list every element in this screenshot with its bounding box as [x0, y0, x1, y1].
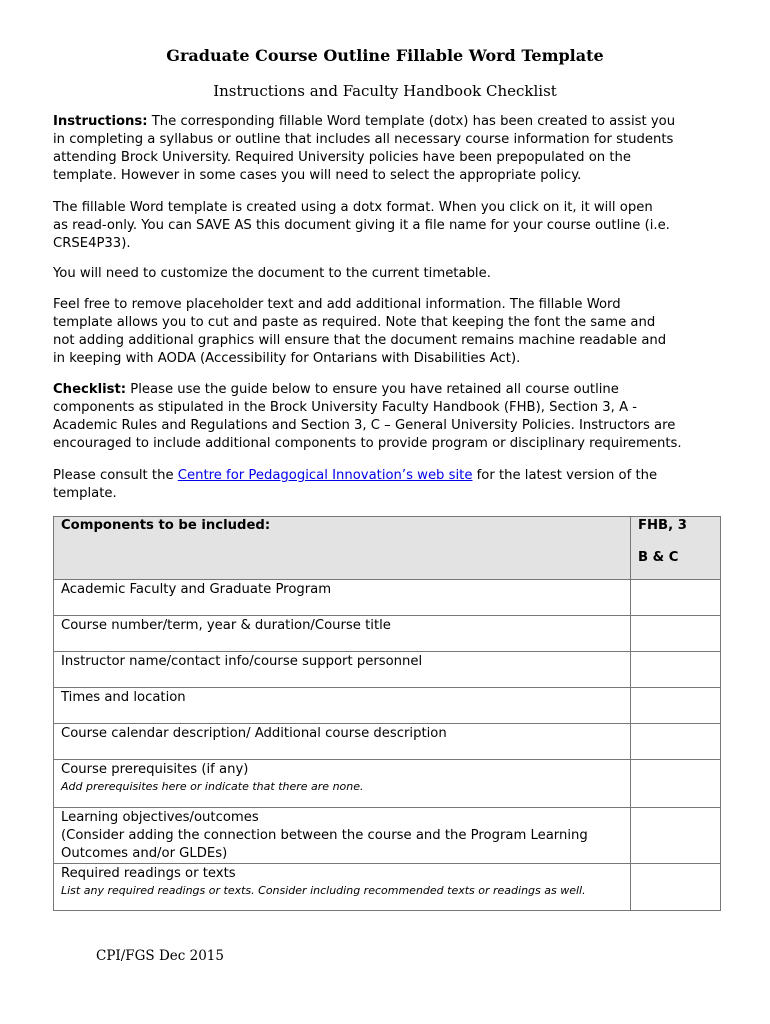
check-cell[interactable] — [631, 724, 721, 760]
text-fragment: Please consult the — [53, 468, 178, 483]
text-line: The corresponding fillable Word template (dotx) has been created to assist you — [147, 114, 676, 129]
component-label: Course prerequisites (if any) — [61, 762, 249, 777]
table-row — [54, 688, 721, 724]
document-subtitle: Instructions and Faculty Handbook Checklist — [213, 82, 557, 100]
text-line: template allows you to cut and paste as required. Note that keeping the font the same and — [53, 315, 656, 330]
customize-paragraph: You will need to customize the document to the current timetable. — [53, 266, 491, 281]
dotx-paragraph — [53, 199, 743, 253]
text-line: template. However in some cases you will need to select the appropriate policy. — [53, 168, 582, 183]
text-line: in keeping with AODA (Accessibility for Ontarians with Disabilities Act). — [53, 351, 521, 366]
instructions-paragraph — [53, 113, 743, 185]
table-row — [54, 616, 721, 652]
checklist-label: Checklist: — [53, 382, 127, 397]
component-cell: Instructor name/contact info/course support personnel — [54, 652, 631, 688]
component-note: List any required readings or texts. Consider including recommended texts or readings as well. — [61, 884, 586, 897]
table-row — [54, 808, 721, 864]
component-label: Learning objectives/outcomes — [61, 810, 259, 825]
check-cell[interactable] — [631, 864, 721, 911]
component-cell: Course calendar description/ Additional course description — [54, 724, 631, 760]
header-fhb-line: FHB, 3 — [638, 518, 687, 533]
check-cell[interactable] — [631, 616, 721, 652]
text-line: Feel free to remove placeholder text and add additional information. The fillable Word — [53, 297, 621, 312]
component-cell — [54, 760, 631, 808]
text-line: The fillable Word template is created using a dotx format. When you click on it, it will open — [53, 200, 653, 215]
component-note: Add prerequisites here or indicate that there are none. — [61, 780, 364, 793]
component-cell: Academic Faculty and Graduate Program — [54, 580, 631, 616]
text-line: Academic Rules and Regulations and Section 3, C – General University Policies. Instructors are — [53, 418, 676, 433]
text-line: CRSE4P33). — [53, 236, 131, 251]
text-line: Please use the guide below to ensure you have retained all course outline — [126, 382, 619, 397]
footer-text: CPI/FGS Dec 2015 — [95, 948, 224, 964]
table-row — [54, 652, 721, 688]
components-checklist-table — [53, 516, 721, 911]
table-row — [54, 864, 721, 911]
table-row — [54, 724, 721, 760]
check-cell[interactable] — [631, 760, 721, 808]
text-line: as read-only. You can SAVE AS this document giving it a file name for your course outline (i.e. — [53, 218, 670, 233]
text-fragment: for the latest version of the — [472, 468, 658, 483]
consult-paragraph — [53, 467, 743, 503]
text-line: attending Brock University. Required University policies have been prepopulated on the — [53, 150, 631, 165]
check-cell[interactable] — [631, 688, 721, 724]
text-line: components as stipulated in the Brock University Faculty Handbook (FHB), Section 3, A - — [53, 400, 638, 415]
document-title: Graduate Course Outline Fillable Word Template — [166, 46, 604, 65]
component-cell: Times and location — [54, 688, 631, 724]
component-cell: Course number/term, year & duration/Course title — [54, 616, 631, 652]
cpi-website-link[interactable]: Centre for Pedagogical Innovation’s web site — [177, 468, 473, 483]
component-cell — [54, 808, 631, 864]
instructions-label: Instructions: — [53, 114, 148, 129]
component-cell — [54, 864, 631, 911]
text-line: not adding additional graphics will ensure that the document remains machine readable and — [53, 333, 667, 348]
check-cell[interactable] — [631, 580, 721, 616]
component-label: Outcomes and/or GLDEs) — [61, 846, 228, 861]
header-fhb-line: B & C — [638, 550, 679, 565]
remove-placeholder-paragraph — [53, 296, 743, 368]
table-header-row — [54, 517, 721, 580]
component-label: (Consider adding the connection between the course and the Program Learning — [61, 828, 588, 843]
header-fhb — [631, 517, 721, 580]
text-line: in completing a syllabus or outline that includes all necessary course information for students — [53, 132, 674, 147]
check-cell[interactable] — [631, 652, 721, 688]
table-row — [54, 760, 721, 808]
component-label: Required readings or texts — [61, 866, 236, 881]
check-cell[interactable] — [631, 808, 721, 864]
text-line: encouraged to include additional components to provide program or disciplinary requirements. — [53, 436, 682, 451]
header-components: Components to be included: — [54, 517, 631, 580]
checklist-paragraph — [53, 381, 743, 453]
table-row — [54, 580, 721, 616]
text-line: template. — [53, 486, 117, 501]
